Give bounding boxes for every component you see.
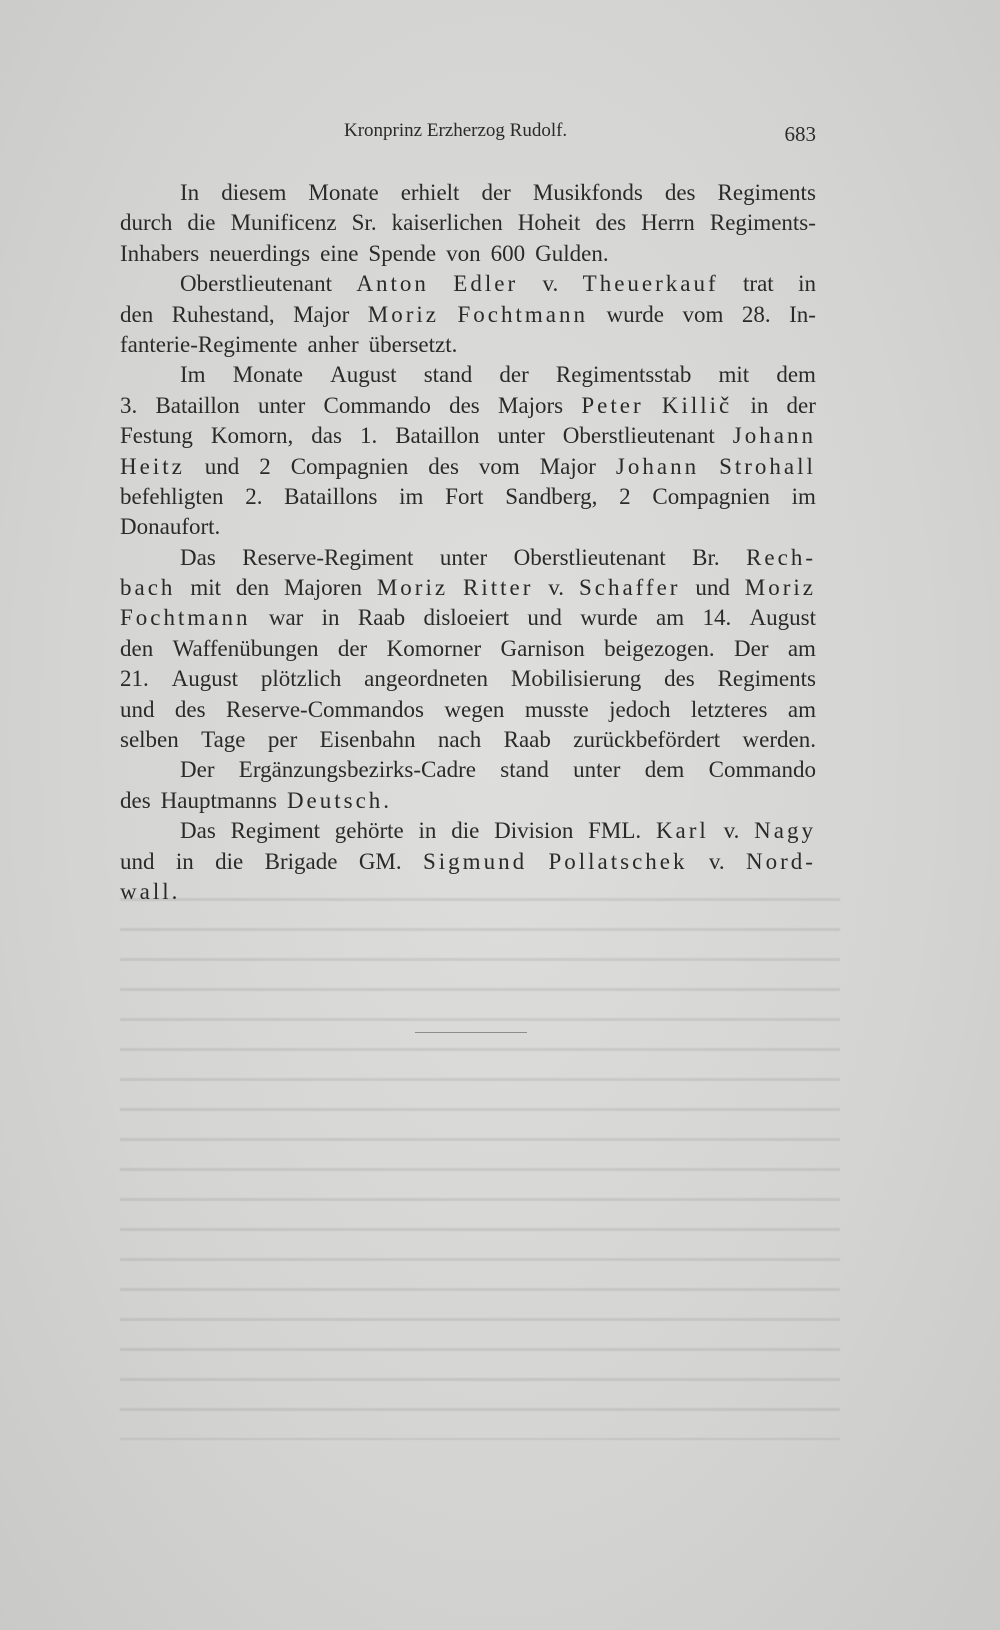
word: des: [120, 787, 151, 813]
word: Br.: [692, 544, 720, 570]
word: neuerdings: [209, 240, 311, 266]
person-name: Heitz: [120, 453, 185, 479]
word: Tage: [201, 727, 246, 753]
word: die: [187, 210, 216, 236]
running-head: Kronprinz Erzherzog Rudolf.: [344, 120, 568, 141]
person-name: Moriz: [367, 301, 440, 327]
word: unter: [439, 544, 488, 570]
word: in: [175, 848, 194, 874]
word: Raab: [357, 605, 406, 631]
word: stand: [423, 362, 473, 388]
word: Munificenz: [230, 210, 337, 236]
word: per: [267, 727, 298, 753]
person-name: Schaffer: [578, 575, 681, 601]
word: Hoheit: [517, 210, 581, 236]
word: Hauptmanns: [160, 787, 277, 813]
text-line: [120, 786, 816, 816]
word: unter: [573, 757, 621, 783]
word: trat: [743, 271, 774, 297]
word: letzteres: [690, 696, 768, 722]
page-header: [0, 120, 1000, 150]
word: diesem: [221, 180, 287, 205]
word: In: [180, 180, 200, 205]
word: Bataillon: [155, 392, 240, 418]
person-name: Moriz: [376, 575, 449, 601]
word: der: [337, 635, 368, 661]
word: plötzlich: [260, 666, 342, 692]
word: des: [174, 696, 206, 722]
word: Waffenübungen: [172, 635, 319, 661]
word: 2: [619, 483, 631, 509]
word: Oberstlieutenant: [513, 544, 666, 570]
word: im: [399, 483, 424, 509]
word: Im: [180, 362, 206, 388]
word: Monate: [232, 362, 303, 388]
word: v.: [548, 575, 565, 601]
word: des: [664, 666, 695, 692]
word: In-: [789, 301, 816, 327]
word: Commando: [323, 392, 431, 418]
person-name: Moriz: [744, 575, 816, 601]
word: Bataillon: [395, 423, 480, 449]
text-line: [120, 239, 816, 269]
word: Eisenbahn: [319, 727, 416, 753]
word: die: [215, 848, 244, 874]
word: Monate: [308, 180, 379, 205]
word: Bataillons: [284, 483, 378, 509]
word: des: [449, 392, 480, 418]
word: Oberstlieutenant: [562, 423, 715, 449]
word: GM.: [358, 848, 402, 874]
word: das: [311, 423, 342, 449]
word: unter: [258, 392, 306, 418]
word: Garnison: [500, 635, 585, 661]
person-name: Deutsch.: [286, 787, 393, 813]
word: Ergänzungsbezirks-Cadre: [238, 757, 476, 783]
text-line: [120, 391, 816, 421]
text-line: [120, 877, 816, 907]
person-name: Sigmund: [423, 848, 528, 874]
word: mit: [718, 362, 750, 388]
word: Regiments-: [709, 210, 816, 236]
word: der: [481, 180, 511, 205]
word: Reserve-Regiment: [242, 544, 414, 570]
word: Donaufort.: [120, 514, 221, 540]
word: den: [235, 575, 270, 601]
word: Spende: [368, 240, 437, 266]
word: Raab: [503, 727, 551, 753]
text-line: [120, 816, 816, 846]
word: Festung: [120, 423, 193, 449]
word: Der: [180, 757, 215, 783]
word: dem: [776, 362, 816, 388]
person-name: Nord-: [746, 848, 816, 874]
word: übersetzt.: [368, 331, 458, 357]
person-name: Ritter: [462, 575, 534, 601]
word: gehörte: [334, 818, 404, 844]
word: Oberstlieutenant: [180, 271, 333, 297]
person-name: Edler: [453, 271, 519, 297]
text-line: [120, 664, 816, 694]
person-name: wall.: [120, 878, 181, 904]
word: Sr.: [351, 210, 377, 236]
text-line: [120, 725, 816, 755]
person-name: Johann: [615, 453, 700, 479]
word: disloeiert: [423, 605, 510, 631]
word: Komorner: [386, 635, 482, 661]
word: unter: [497, 423, 545, 449]
text-line: [120, 755, 816, 785]
word: Gulden.: [535, 240, 609, 266]
word: vom: [478, 453, 520, 479]
word: Komorn,: [210, 423, 294, 449]
word: 21.: [120, 666, 149, 692]
word: nach: [437, 727, 482, 753]
person-name: Anton: [356, 271, 429, 297]
page-number: 683: [784, 122, 816, 146]
text-line: [120, 695, 816, 725]
text-line: [120, 634, 816, 664]
word: in: [750, 392, 769, 418]
word: Compagnien: [290, 453, 409, 479]
word: Der: [734, 635, 769, 661]
word: und: [527, 605, 562, 631]
word: Das: [180, 818, 216, 844]
text-line: [120, 603, 816, 633]
person-name: Nagy: [754, 818, 816, 844]
word: beigezogen.: [604, 635, 715, 661]
word: des: [664, 180, 696, 205]
word: eine: [320, 240, 359, 266]
word: 600: [490, 240, 526, 266]
word: wurde: [580, 605, 638, 631]
person-name: Fochtmann: [120, 605, 251, 631]
word: Division: [494, 818, 574, 844]
person-name: Strohall: [719, 453, 816, 479]
person-name: Rech-: [746, 544, 816, 570]
word: Musikfonds: [532, 180, 643, 205]
word: fanterie-Regimente: [120, 331, 298, 357]
word: Herrn: [641, 210, 695, 236]
word: Regimentsstab: [555, 362, 692, 388]
word: Commando: [708, 757, 816, 783]
word: durch: [120, 210, 173, 236]
person-name: Johann: [732, 423, 816, 449]
word: zurückbefördert: [573, 727, 721, 753]
person-name: Killič: [661, 392, 733, 418]
word: Mobilisierung: [510, 666, 642, 692]
word: am: [656, 605, 685, 631]
word: und: [120, 696, 155, 722]
word: Das: [180, 544, 216, 570]
word: Sandberg,: [505, 483, 598, 509]
word: Reserve-Commandos: [225, 696, 424, 722]
word: von: [446, 240, 481, 266]
body-text: [120, 178, 816, 907]
word: werden.: [742, 727, 816, 753]
word: FML.: [588, 818, 642, 844]
word: Majoren: [284, 575, 362, 601]
word: und: [695, 575, 730, 601]
text-line: [120, 512, 816, 542]
text-line: [120, 452, 816, 482]
text-line: [120, 300, 816, 330]
text-line: [120, 573, 816, 603]
person-name: Fochtmann: [457, 301, 589, 327]
word: Regiments: [717, 666, 816, 692]
word: Regiment: [230, 818, 320, 844]
word: August: [171, 666, 239, 692]
word: war: [268, 605, 304, 631]
word: in: [418, 818, 437, 844]
word: Majors: [497, 392, 564, 418]
person-name: bach: [120, 575, 176, 601]
word: die: [451, 818, 480, 844]
word: mit: [190, 575, 221, 601]
word: in: [321, 605, 340, 631]
word: und: [120, 848, 155, 874]
word: in: [798, 271, 816, 297]
word: August: [749, 605, 816, 631]
person-name: Pollatschek: [548, 848, 688, 874]
word: Fort: [445, 483, 484, 509]
section-rule: [415, 1032, 527, 1033]
word: der: [786, 392, 816, 418]
word: erhielt: [400, 180, 460, 205]
person-name: Peter: [581, 392, 644, 418]
word: musste: [524, 696, 589, 722]
word: 28.: [741, 301, 771, 327]
word: selben: [120, 727, 179, 753]
text-line: [120, 208, 816, 238]
text-line: [120, 330, 816, 360]
word: und: [204, 453, 240, 479]
word: Ruhestand,: [171, 301, 275, 327]
text-line: [120, 360, 816, 390]
word: 2: [259, 453, 271, 479]
word: 14.: [702, 605, 732, 631]
word: Major: [293, 301, 350, 327]
word: der: [499, 362, 529, 388]
word: wurde: [606, 301, 664, 327]
word: August: [330, 362, 397, 388]
word: am: [787, 635, 816, 661]
word: v.: [723, 818, 740, 844]
word: Regiments: [717, 180, 816, 205]
word: v.: [708, 848, 725, 874]
word: den: [120, 301, 154, 327]
word: den: [120, 635, 154, 661]
text-line: [120, 847, 816, 877]
word: wegen: [444, 696, 505, 722]
word: im: [791, 483, 816, 509]
word: Major: [539, 453, 596, 479]
word: angeordneten: [364, 666, 489, 692]
word: Inhabers: [120, 240, 200, 266]
bleed-through-texture: [120, 880, 840, 1440]
text-line: [120, 421, 816, 451]
word: befehligten: [120, 483, 224, 509]
text-line: [120, 543, 816, 573]
word: stand: [500, 757, 549, 783]
text-line: [120, 269, 816, 299]
word: am: [787, 696, 816, 722]
word: Compagnien: [652, 483, 770, 509]
word: 2.: [245, 483, 263, 509]
word: dem: [644, 757, 685, 783]
person-name: Karl: [655, 818, 709, 844]
person-name: Theuerkauf: [582, 271, 719, 297]
word: jedoch: [609, 696, 671, 722]
word: Brigade: [264, 848, 338, 874]
word: anher: [307, 331, 359, 357]
word: kaiserlichen: [391, 210, 503, 236]
word: vom: [682, 301, 724, 327]
word: v.: [542, 271, 559, 297]
word: 1.: [359, 423, 378, 449]
text-line: [120, 178, 816, 208]
word: des: [428, 453, 459, 479]
word: 3.: [120, 392, 138, 418]
text-line: [120, 482, 816, 512]
word: des: [595, 210, 627, 236]
